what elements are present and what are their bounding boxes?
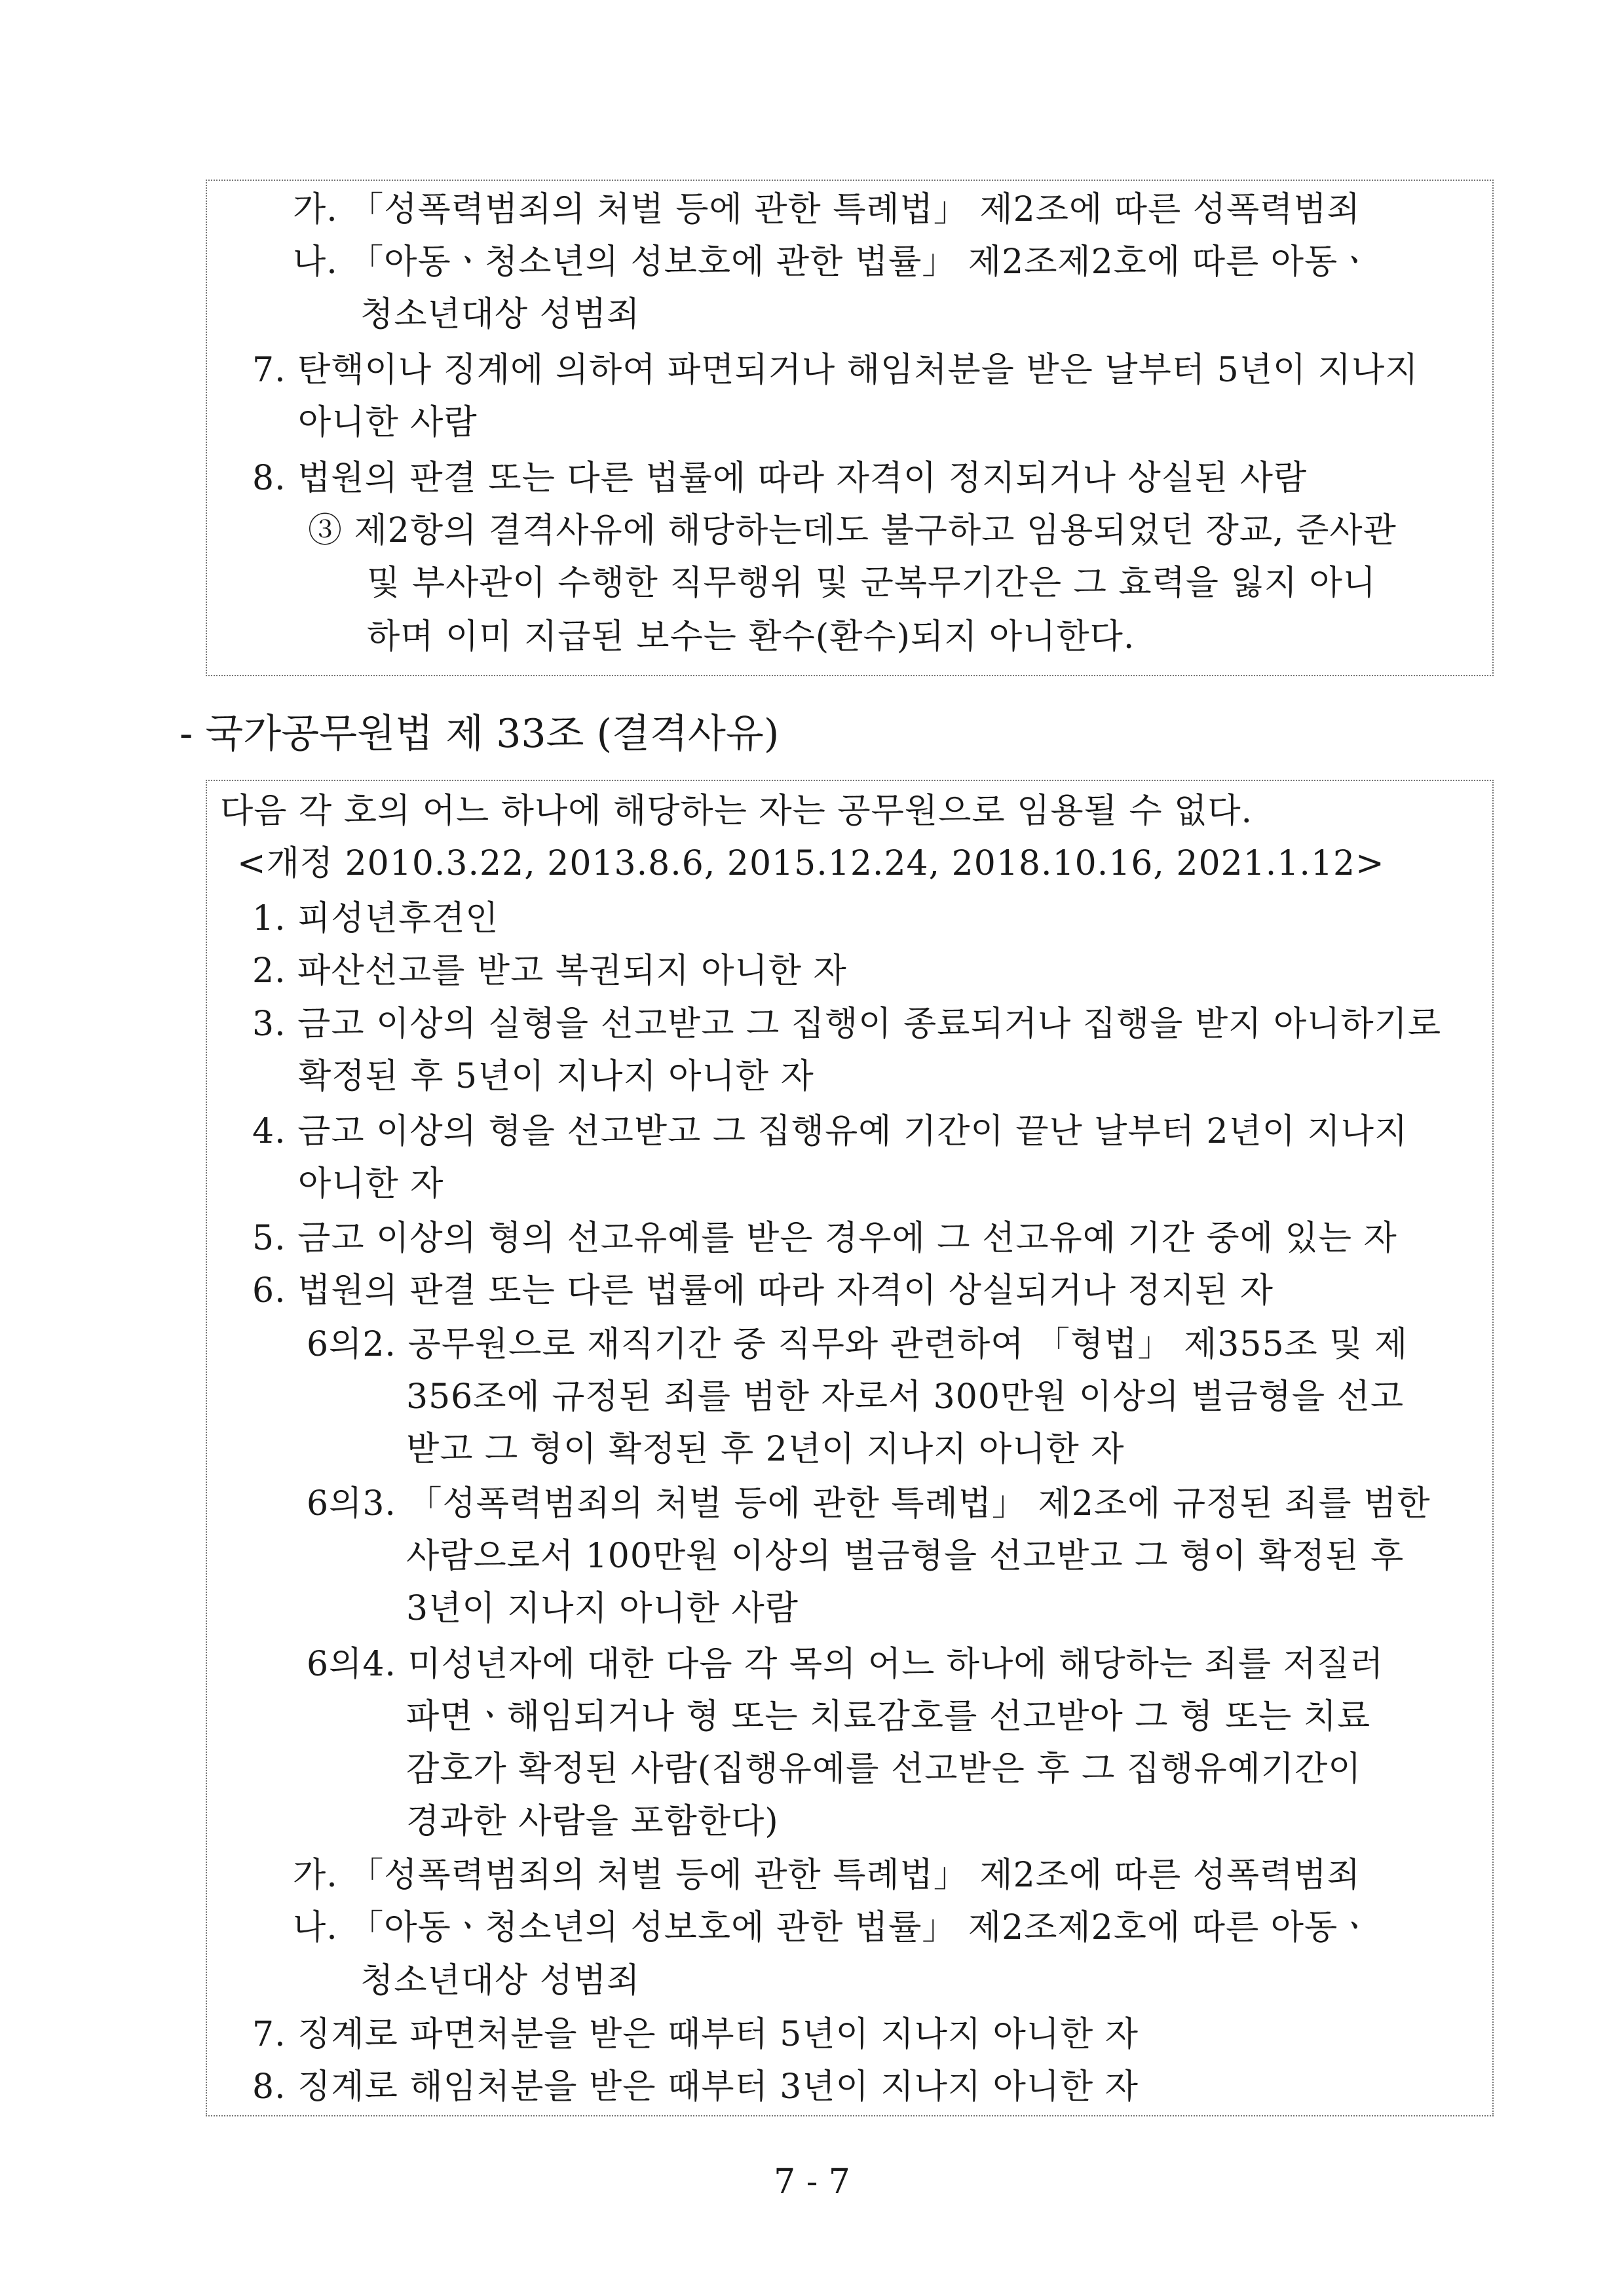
box2-line: 7. 징계로 파면처분을 받은 때부터 5년이 지나지 아니한 자 [252,2015,1139,2054]
box2-line: 356조에 규정된 죄를 범한 자로서 300만원 이상의 벌금형을 선고 [406,1377,1405,1417]
box1-line: 및 부사관이 수행한 직무행위 및 군복무기간은 그 효력을 잃지 아니 [367,564,1377,603]
box2-line: 파면ㆍ해임되거나 형 또는 치료감호를 선고받아 그 형 또는 치료 [406,1697,1371,1736]
box1-line: 하며 이미 지급된 보수는 환수(환수)되지 아니한다. [367,617,1135,657]
box2-line: 아니한 자 [298,1164,444,1204]
box2-line: 받고 그 형이 확정된 후 2년이 지나지 아니한 자 [406,1430,1125,1469]
box1-line: 8. 법원의 판결 또는 다른 법률에 따라 자격이 정지되거나 상실된 사람 [252,459,1308,498]
box2-line: 3. 금고 이상의 실형을 선고받고 그 집행이 종료되거나 집행을 받지 아니하기로 [252,1004,1442,1044]
box2-line: 5. 금고 이상의 형의 선고유예를 받은 경우에 그 선고유예 기간 중에 있는 자 [252,1219,1397,1258]
box1-line: 아니한 사람 [298,403,478,442]
box2-line: 6. 법원의 판결 또는 다른 법률에 따라 자격이 상실되거나 정지된 자 [252,1271,1274,1311]
box2-line: 가. 「성폭력범죄의 처벌 등에 관한 특례법」 제2조에 따른 성폭력범죄 [293,1856,1361,1895]
box2-line: 2. 파산선고를 받고 복권되지 아니한 자 [252,951,847,991]
box2-line: 경과한 사람을 포함한다) [406,1802,779,1841]
box2-line: 감호가 확정된 사람(집행유예를 선고받은 후 그 집행유예기간이 [406,1750,1362,1789]
box2-line: 사람으로서 100만원 이상의 벌금형을 선고받고 그 형이 확정된 후 [406,1537,1405,1576]
box1-line: 나. 「아동ㆍ청소년의 성보호에 관한 법률」 제2조제2호에 따른 아동ㆍ [293,242,1372,282]
box2-amendment: <개정 2010.3.22, 2013.8.6, 2015.12.24, 2018.10.16, 2021.1.12> [237,844,1385,883]
box2-line: 나. 「아동ㆍ청소년의 성보호에 관한 법률」 제2조제2호에 따른 아동ㆍ [293,1908,1372,1947]
box2-line: 3년이 지나지 아니한 사람 [406,1589,799,1628]
box2-intro: 다음 각 호의 어느 하나에 해당하는 자는 공무원으로 임용될 수 없다. [220,792,1253,831]
box2-line: 6의3. 「성폭력범죄의 처벌 등에 관한 특례법」 제2조에 규정된 죄를 범한 [307,1484,1431,1523]
box2-line: 1. 피성년후견인 [252,899,499,938]
box1-line: 가. 「성폭력범죄의 처벌 등에 관한 특례법」 제2조에 따른 성폭력범죄 [293,190,1361,229]
section-heading: - 국가공무원법 제 33조 (결격사유) [179,711,780,757]
box1-line: 청소년대상 성범죄 [360,295,641,334]
box2-line: 확정된 후 5년이 지나지 아니한 자 [298,1057,814,1096]
box2-line: 4. 금고 이상의 형을 선고받고 그 집행유예 기간이 끝난 날부터 2년이 지나지 [252,1112,1408,1151]
box1-line: 7. 탄핵이나 징계에 의하여 파면되거나 해임처분을 받은 날부터 5년이 지나지 [252,351,1419,390]
box2-line: 6의4. 미성년자에 대한 다음 각 목의 어느 하나에 해당하는 죄를 저질러 [307,1645,1384,1684]
box2-line: 6의2. 공무원으로 재직기간 중 직무와 관련하여 「형법」 제355조 및 제 [307,1325,1408,1364]
box2-line: 청소년대상 성범죄 [360,1961,641,2000]
box1-line: ③ 제2항의 결격사유에 해당하는데도 불구하고 임용되었던 장교, 준사관 [308,511,1397,550]
page-number: 7 - 7 [774,2162,850,2202]
box2-line: 8. 징계로 해임처분을 받은 때부터 3년이 지나지 아니한 자 [252,2067,1139,2107]
